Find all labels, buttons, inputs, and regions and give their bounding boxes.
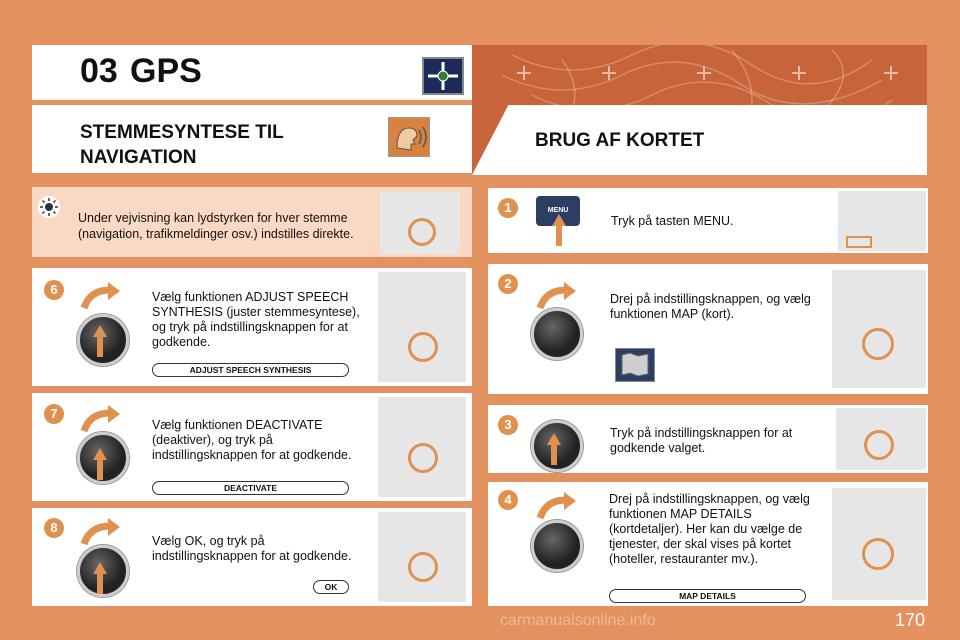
press-arrow-icon <box>552 214 566 246</box>
control-knob <box>531 520 583 572</box>
device-image <box>378 272 466 382</box>
step-8-text: Vælg OK, og tryk på indstillingsknappen for at godkende. <box>152 534 352 563</box>
press-arrow-icon <box>93 325 107 357</box>
device-image <box>378 512 466 602</box>
watermark: carmanualsonline.info <box>500 612 656 629</box>
step-2-number: 2 <box>498 274 518 294</box>
step-7-text: Vælg funktionen DEACTIVATE (deaktiver), og tryk på indstillingsknappen for at godkende. <box>152 418 352 462</box>
step-3-number: 3 <box>498 415 518 435</box>
control-knob-highlight <box>862 538 894 570</box>
speech-icon <box>388 117 430 157</box>
step-6-number: 6 <box>44 280 64 300</box>
step-6-label: ADJUST SPEECH SYNTHESIS <box>152 363 349 377</box>
page-title: GPS <box>130 52 202 90</box>
control-knob-highlight <box>408 552 438 582</box>
map-icon <box>615 348 655 382</box>
device-image <box>838 191 926 251</box>
step-3-text: Tryk på indstillingsknappen for at godkende valget. <box>610 426 793 455</box>
step-2-text: Drej på indstillingsknappen, og vælg funktionen MAP (kort). <box>610 292 811 321</box>
step-1-text: Tryk på tasten MENU. <box>611 214 734 228</box>
page-number: 170 <box>895 610 926 630</box>
step-8-label: OK <box>313 580 349 594</box>
rotate-arrow-icon <box>80 518 122 546</box>
right-section-title: BRUG AF KORTET <box>535 130 705 151</box>
step-4-number: 4 <box>498 490 518 510</box>
device-image <box>836 408 926 470</box>
press-arrow-icon <box>93 562 107 594</box>
sun-icon <box>38 196 60 218</box>
rotate-arrow-icon <box>536 492 578 520</box>
step-7-number: 7 <box>44 404 64 424</box>
control-knob-highlight <box>864 430 894 460</box>
gps-icon <box>422 57 464 95</box>
device-image <box>380 192 460 254</box>
control-knob-highlight <box>862 328 894 360</box>
step-8-number: 8 <box>44 518 64 538</box>
step-7-label: DEACTIVATE <box>152 481 349 495</box>
rotate-arrow-icon <box>80 405 122 433</box>
info-text: Under vejvisning kan lydstyrken for hver stemme (navigation, trafikmeldinger osv.) indstilles direkte. <box>78 211 354 241</box>
chapter-number: 03 <box>80 52 118 90</box>
device-image <box>378 397 466 497</box>
menu-key-icon: MENU <box>536 196 580 226</box>
rotate-arrow-icon <box>80 282 122 310</box>
press-arrow-icon <box>547 433 561 465</box>
left-section-title: STEMMESYNTESE TIL NAVIGATION <box>80 122 284 168</box>
control-knob-highlight <box>408 443 438 473</box>
menu-key-highlight <box>846 236 872 248</box>
step-4-label: MAP DETAILS <box>609 589 806 603</box>
rotate-arrow-icon <box>536 282 578 310</box>
control-knob-highlight <box>408 218 436 246</box>
step-4-text: Drej på indstillingsknappen, og vælg funktionen MAP DETAILS (kortdetaljer). Her kan du vælge de tjenester, der skal vises på kortet (hoteller, restauranter mv.). <box>609 492 810 566</box>
step-6-text: Vælg funktionen ADJUST SPEECH SYNTHESIS (juster stemmesyntese), og tryk på indstillingsknappen for at godkende. <box>152 290 360 349</box>
device-image <box>832 488 926 600</box>
device-image <box>832 270 926 388</box>
press-arrow-icon <box>93 448 107 480</box>
control-knob-highlight <box>408 332 438 362</box>
step-1-number: 1 <box>498 198 518 218</box>
control-knob <box>531 308 583 360</box>
